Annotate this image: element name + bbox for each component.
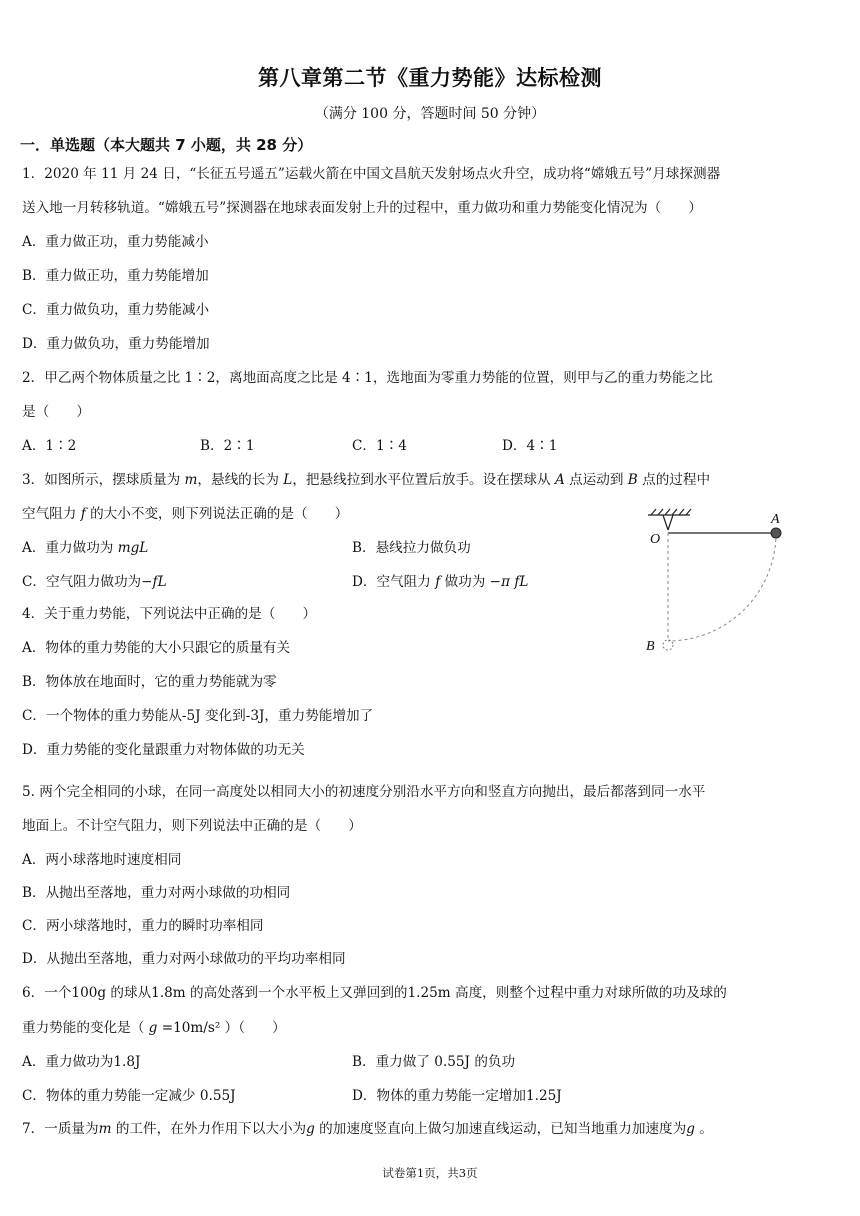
label-o: O	[650, 532, 661, 547]
option-a: A．物体的重力势能的大小只跟它的质量有关	[22, 640, 291, 656]
ceiling-support-icon	[648, 509, 691, 530]
question-stem-line: 是（ ）	[22, 404, 90, 420]
question-stem-line: 3．如图所示，摆球质量为 m，悬线的长为 L，把悬线拉到水平位置后放手。设在摆球从 A 点运动到 B 点的过程中	[22, 472, 711, 488]
question-stem-line: 送入地一月转移轨道。“嫦娥五号”探测器在地球表面发射上升的过程中，重力做功和重力势能变化情况为（ ）	[22, 200, 702, 216]
option-c: C．1∶4	[352, 438, 407, 454]
option-a: A．重力做正功，重力势能减小	[22, 234, 209, 250]
label-a: A	[771, 512, 780, 527]
ball-position-b	[663, 640, 673, 650]
pendulum-ball	[771, 528, 781, 538]
option-a: A．重力做功为 mgL	[22, 540, 149, 556]
option-d: D．重力势能的变化量跟重力对物体做的功无关	[22, 742, 305, 758]
option-b: B．重力做了 0.55J 的负功	[352, 1054, 516, 1070]
option-c: C．空气阻力做功为−fL	[22, 574, 167, 590]
pendulum-figure	[640, 505, 800, 665]
option-c: C．一个物体的重力势能从-5J 变化到-3J，重力势能增加了	[22, 708, 374, 724]
option-a: A．1∶2	[22, 438, 77, 454]
option-d: D．物体的重力势能一定增加1.25J	[352, 1088, 562, 1104]
question-stem-line: 7．一质量为m 的工件，在外力作用下以大小为g 的加速度竖直向上做匀加速直线运动，已知当地重力加速度为g 。	[22, 1121, 713, 1137]
swing-arc	[668, 533, 776, 641]
question-stem-line: 地面上。不计空气阻力，则下列说法中正确的是（ ）	[22, 818, 362, 834]
question-stem-line: 空气阻力 f 的大小不变，则下列说法正确的是（ ）	[22, 506, 349, 522]
section-heading: 一．单选题（本大题共 7 小题，共 28 分）	[20, 136, 313, 154]
question-stem-line: 5. 两个完全相同的小球，在同一高度处以相同大小的初速度分别沿水平方向和竖直方向抛出，最后都落到同一水平	[22, 784, 706, 800]
question-stem-line: 1．2020 年 11 月 24 日，“长征五号遥五”运载火箭在中国文昌航天发射场点火升空，成功将“嫦娥五号”月球探测器	[22, 166, 721, 182]
question-stem-line: 4．关于重力势能，下列说法中正确的是（ ）	[22, 606, 317, 622]
option-c: C．物体的重力势能一定减少 0.55J	[22, 1088, 236, 1104]
question-stem-line: 2．甲乙两个物体质量之比 1∶2，离地面高度之比是 4∶1，选地面为零重力势能的位置，则甲与乙的重力势能之比	[22, 370, 713, 386]
page-title: 第八章第二节《重力势能》达标检测	[258, 66, 602, 90]
option-b: B．悬线拉力做负功	[352, 540, 471, 556]
option-a: A．重力做功为1.8J	[22, 1054, 141, 1070]
option-b: B．重力做正功，重力势能增加	[22, 268, 209, 284]
option-d: D．重力做负功，重力势能增加	[22, 336, 210, 352]
page-subtitle: （满分 100 分，答题时间 50 分钟）	[314, 106, 546, 122]
option-d: D．空气阻力 f 做功为 −π fL	[352, 574, 529, 590]
option-b: B．物体放在地面时，它的重力势能就为零	[22, 674, 277, 690]
page-footer: 试卷第1页，共3页	[382, 1166, 478, 1180]
option-b: B．2∶1	[200, 438, 255, 454]
option-c: C．两小球落地时，重力的瞬时功率相同	[22, 918, 264, 934]
option-d: D．从抛出至落地，重力对两小球做功的平均功率相同	[22, 951, 346, 967]
question-stem-line: 6．一个100g 的球从1.8m 的高处落到一个水平板上又弹回到的1.25m 高度，则整个过程中重力对球所做的功及球的	[22, 985, 727, 1001]
option-b: B．从抛出至落地，重力对两小球做的功相同	[22, 885, 291, 901]
option-a: A．两小球落地时速度相同	[22, 852, 182, 868]
label-b: B	[646, 639, 655, 654]
option-c: C．重力做负功，重力势能减小	[22, 302, 210, 318]
option-d: D．4∶1	[502, 438, 558, 454]
question-stem-line: 重力势能的变化是（ g =10m/s² ）（ ）	[22, 1020, 286, 1036]
